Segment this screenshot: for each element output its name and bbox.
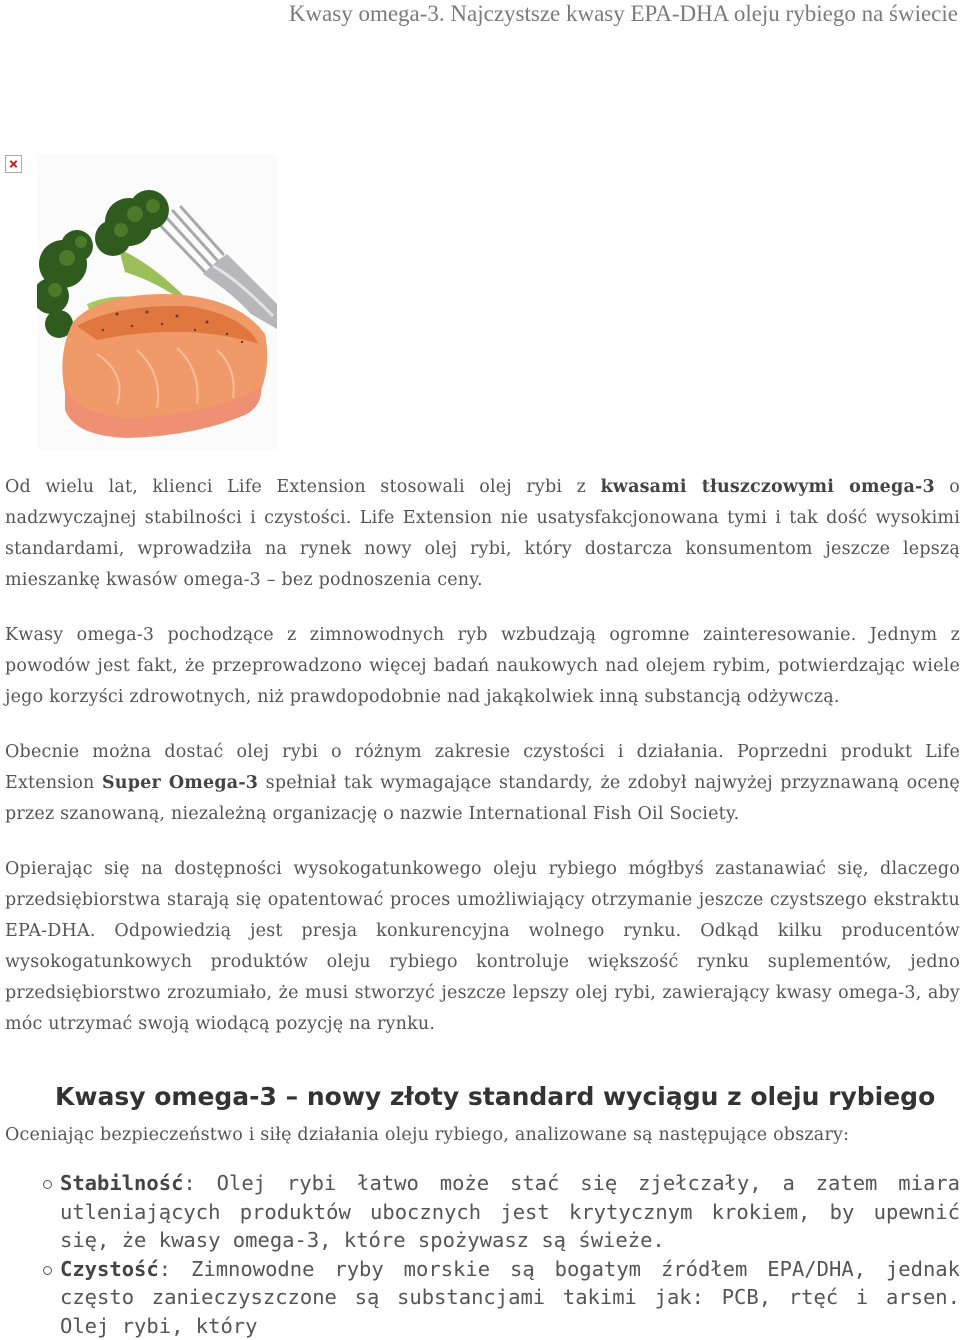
salmon-broccoli-photo bbox=[37, 154, 277, 450]
paragraph-purity: Obecnie można dostać olej rybi o różnym zakresie czystości i działania. Poprzedni produkt Life Extension Super Omega-3 spełniał tak wymagające standardy, że zdobył najwyżej przyznawaną ocenę przez szanowaną, niezależną organizację o nazwie International Fish Oil Society. bbox=[5, 737, 960, 830]
article-body bbox=[5, 472, 960, 1340]
broken-image-icon bbox=[5, 155, 22, 173]
list-item: Czystość: Zimnowodne ryby morskie są bogatym źródłem EPA/DHA, jednak często zanieczyszczone są substancjami takimi jak: PCB, rtęć i arsen. Olej rybi, który bbox=[60, 1255, 960, 1340]
bold-term: Super Omega-3 bbox=[102, 773, 258, 793]
paragraph-interest: Kwasy omega-3 pochodzące z zimnowodnych ryb wzbudzają ogromne zainteresowanie. Jednym z powodów jest fakt, że przeprowadzono więcej badań naukowych nad olejem rybim, potwierdzając wiele jego korzyści zdrowotnych, niż prawdopodobnie nad jakąkolwiek inną substancją odżywczą. bbox=[5, 620, 960, 713]
page-title: Kwasy omega-3. Najczystsze kwasy EPA-DHA oleju rybiego na świecie bbox=[258, 0, 958, 27]
criteria-term: Stabilność bbox=[60, 1171, 183, 1195]
criteria-list bbox=[5, 1169, 960, 1340]
criteria-term: Czystość bbox=[60, 1257, 159, 1281]
paragraph-intro: Od wielu lat, klienci Life Extension stosowali olej rybi z kwasami tłuszczowymi omega-3 o nadzwyczajnej stabilności i czystości. Life Extension nie usatysfakcjonowana tymi i tak dość wysokimi standardami, wprowadziła na rynek nowy olej rybi, który dostarcza konsumentom jeszcze lepszą mieszankę kwasów omega-3 – bez podnoszenia ceny. bbox=[5, 472, 960, 596]
paragraph-market: Opierając się na dostępności wysokogatunkowego oleju rybiego mógłbyś zastanawiać się, dlaczego przedsiębiorstwa starają się opatentować proces umożliwiający otrzymanie jeszcze czystszego ekstraktu EPA-DHA. Odpowiedzią jest presja konkurencyjna wolnego rynku. Odkąd kilku producentów wysokogatunkowych produktów oleju rybiego kontroluje większość rynku suplementów, jedno przedsiębiorstwo zrozumiało, że musi stworzyć jeszcze lepszy olej rybi, zawierający kwasy omega-3, aby móc utrzymać swoją wiodącą pozycję na rynku. bbox=[5, 854, 960, 1040]
section-intro: Oceniając bezpieczeństwo i siłę działania oleju rybiego, analizowane są następujące obszary: bbox=[5, 1120, 960, 1151]
section-heading: Kwasy omega-3 – nowy złoty standard wyciągu z oleju rybiego bbox=[55, 1080, 960, 1114]
bold-term: kwasami tłuszczowymi omega-3 bbox=[600, 477, 934, 497]
list-item: Stabilność: Olej rybi łatwo może stać się zjełczały, a zatem miara utleniających produktów ubocznych jest krytycznym krokiem, by upewnić się, że kwasy omega-3, które spożywasz są świeże. bbox=[60, 1169, 960, 1255]
